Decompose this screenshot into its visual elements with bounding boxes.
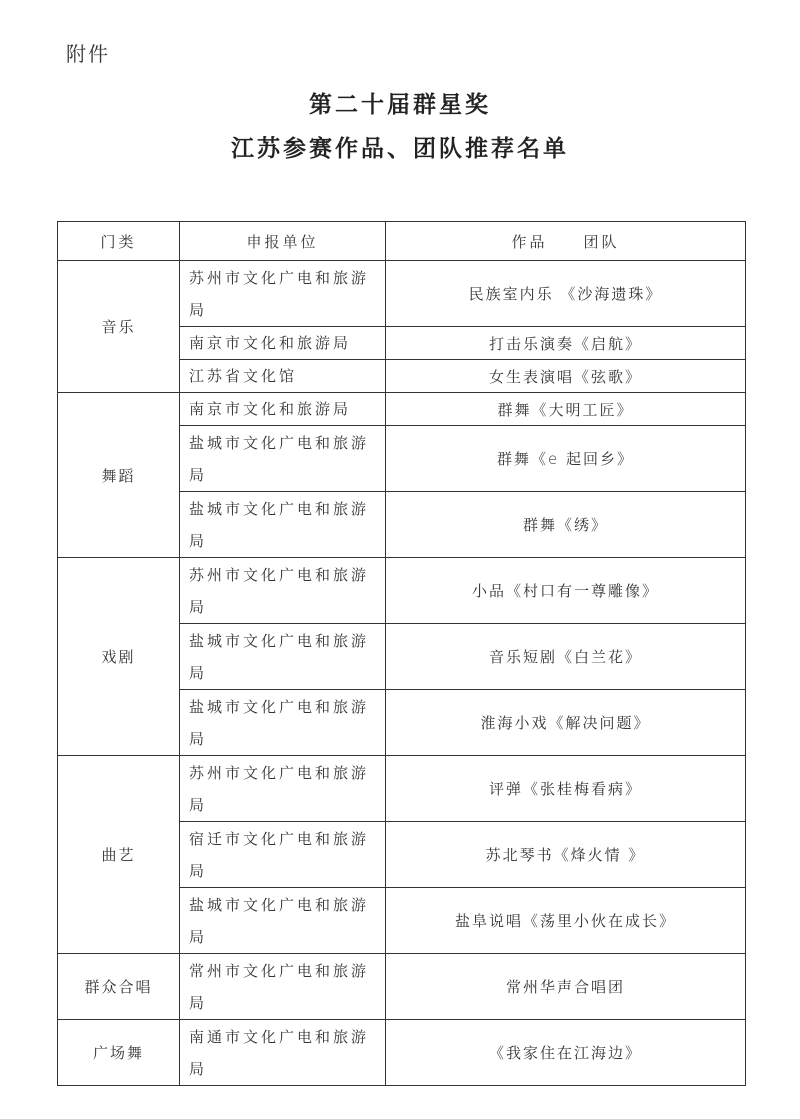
work-cell: 群舞《e 起回乡》 — [386, 426, 746, 492]
unit-cell: 盐城市文化广电和旅游局 — [180, 492, 386, 558]
table-row — [58, 261, 746, 327]
unit-cell: 盐城市文化广电和旅游局 — [180, 690, 386, 756]
unit-cell: 宿迁市文化广电和旅游局 — [180, 822, 386, 888]
work-cell: 苏北琴书《烽火情 》 — [386, 822, 746, 888]
category-cell: 广场舞 — [58, 1020, 180, 1086]
work-cell: 群舞《绣》 — [386, 492, 746, 558]
work-cell: 民族室内乐 《沙海遗珠》 — [386, 261, 746, 327]
unit-cell: 盐城市文化广电和旅游局 — [180, 624, 386, 690]
unit-cell: 盐城市文化广电和旅游局 — [180, 426, 386, 492]
work-cell: 群舞《大明工匠》 — [386, 393, 746, 426]
document-title: 第二十届群星奖 — [309, 92, 491, 118]
category-cell: 群众合唱 — [58, 954, 180, 1020]
work-cell: 小品《村口有一尊雕像》 — [386, 558, 746, 624]
work-cell: 淮海小戏《解决问题》 — [386, 690, 746, 756]
document-subtitle: 江苏参赛作品、团队推荐名单 — [231, 136, 569, 162]
work-cell: 盐阜说唱《荡里小伙在成长》 — [386, 888, 746, 954]
category-cell: 戏剧 — [58, 558, 180, 756]
header-unit: 申报单位 — [180, 222, 386, 261]
table-row — [58, 393, 746, 426]
table-row — [58, 756, 746, 822]
unit-cell: 苏州市文化广电和旅游局 — [180, 558, 386, 624]
unit-cell: 苏州市文化广电和旅游局 — [180, 756, 386, 822]
unit-cell: 南京市文化和旅游局 — [180, 327, 386, 360]
header-work: 作品 团队 — [386, 222, 746, 261]
work-cell: 《我家住在江海边》 — [386, 1020, 746, 1086]
unit-cell: 江苏省文化馆 — [180, 360, 386, 393]
attachment-label: 附件 — [66, 42, 110, 66]
unit-cell: 盐城市文化广电和旅游局 — [180, 888, 386, 954]
table-row — [58, 954, 746, 1020]
table-row — [58, 1020, 746, 1086]
work-cell: 常州华声合唱团 — [386, 954, 746, 1020]
work-cell: 打击乐演奏《启航》 — [386, 327, 746, 360]
unit-cell: 南京市文化和旅游局 — [180, 393, 386, 426]
recommendation-table — [57, 221, 746, 1086]
work-cell: 评弹《张桂梅看病》 — [386, 756, 746, 822]
work-cell: 音乐短剧《白兰花》 — [386, 624, 746, 690]
category-cell: 音乐 — [58, 261, 180, 393]
table-header-row — [58, 222, 746, 261]
category-cell: 舞蹈 — [58, 393, 180, 558]
header-category: 门类 — [58, 222, 180, 261]
category-cell: 曲艺 — [58, 756, 180, 954]
unit-cell: 苏州市文化广电和旅游局 — [180, 261, 386, 327]
table-row — [58, 558, 746, 624]
unit-cell: 常州市文化广电和旅游局 — [180, 954, 386, 1020]
work-cell: 女生表演唱《弦歌》 — [386, 360, 746, 393]
unit-cell: 南通市文化广电和旅游局 — [180, 1020, 386, 1086]
